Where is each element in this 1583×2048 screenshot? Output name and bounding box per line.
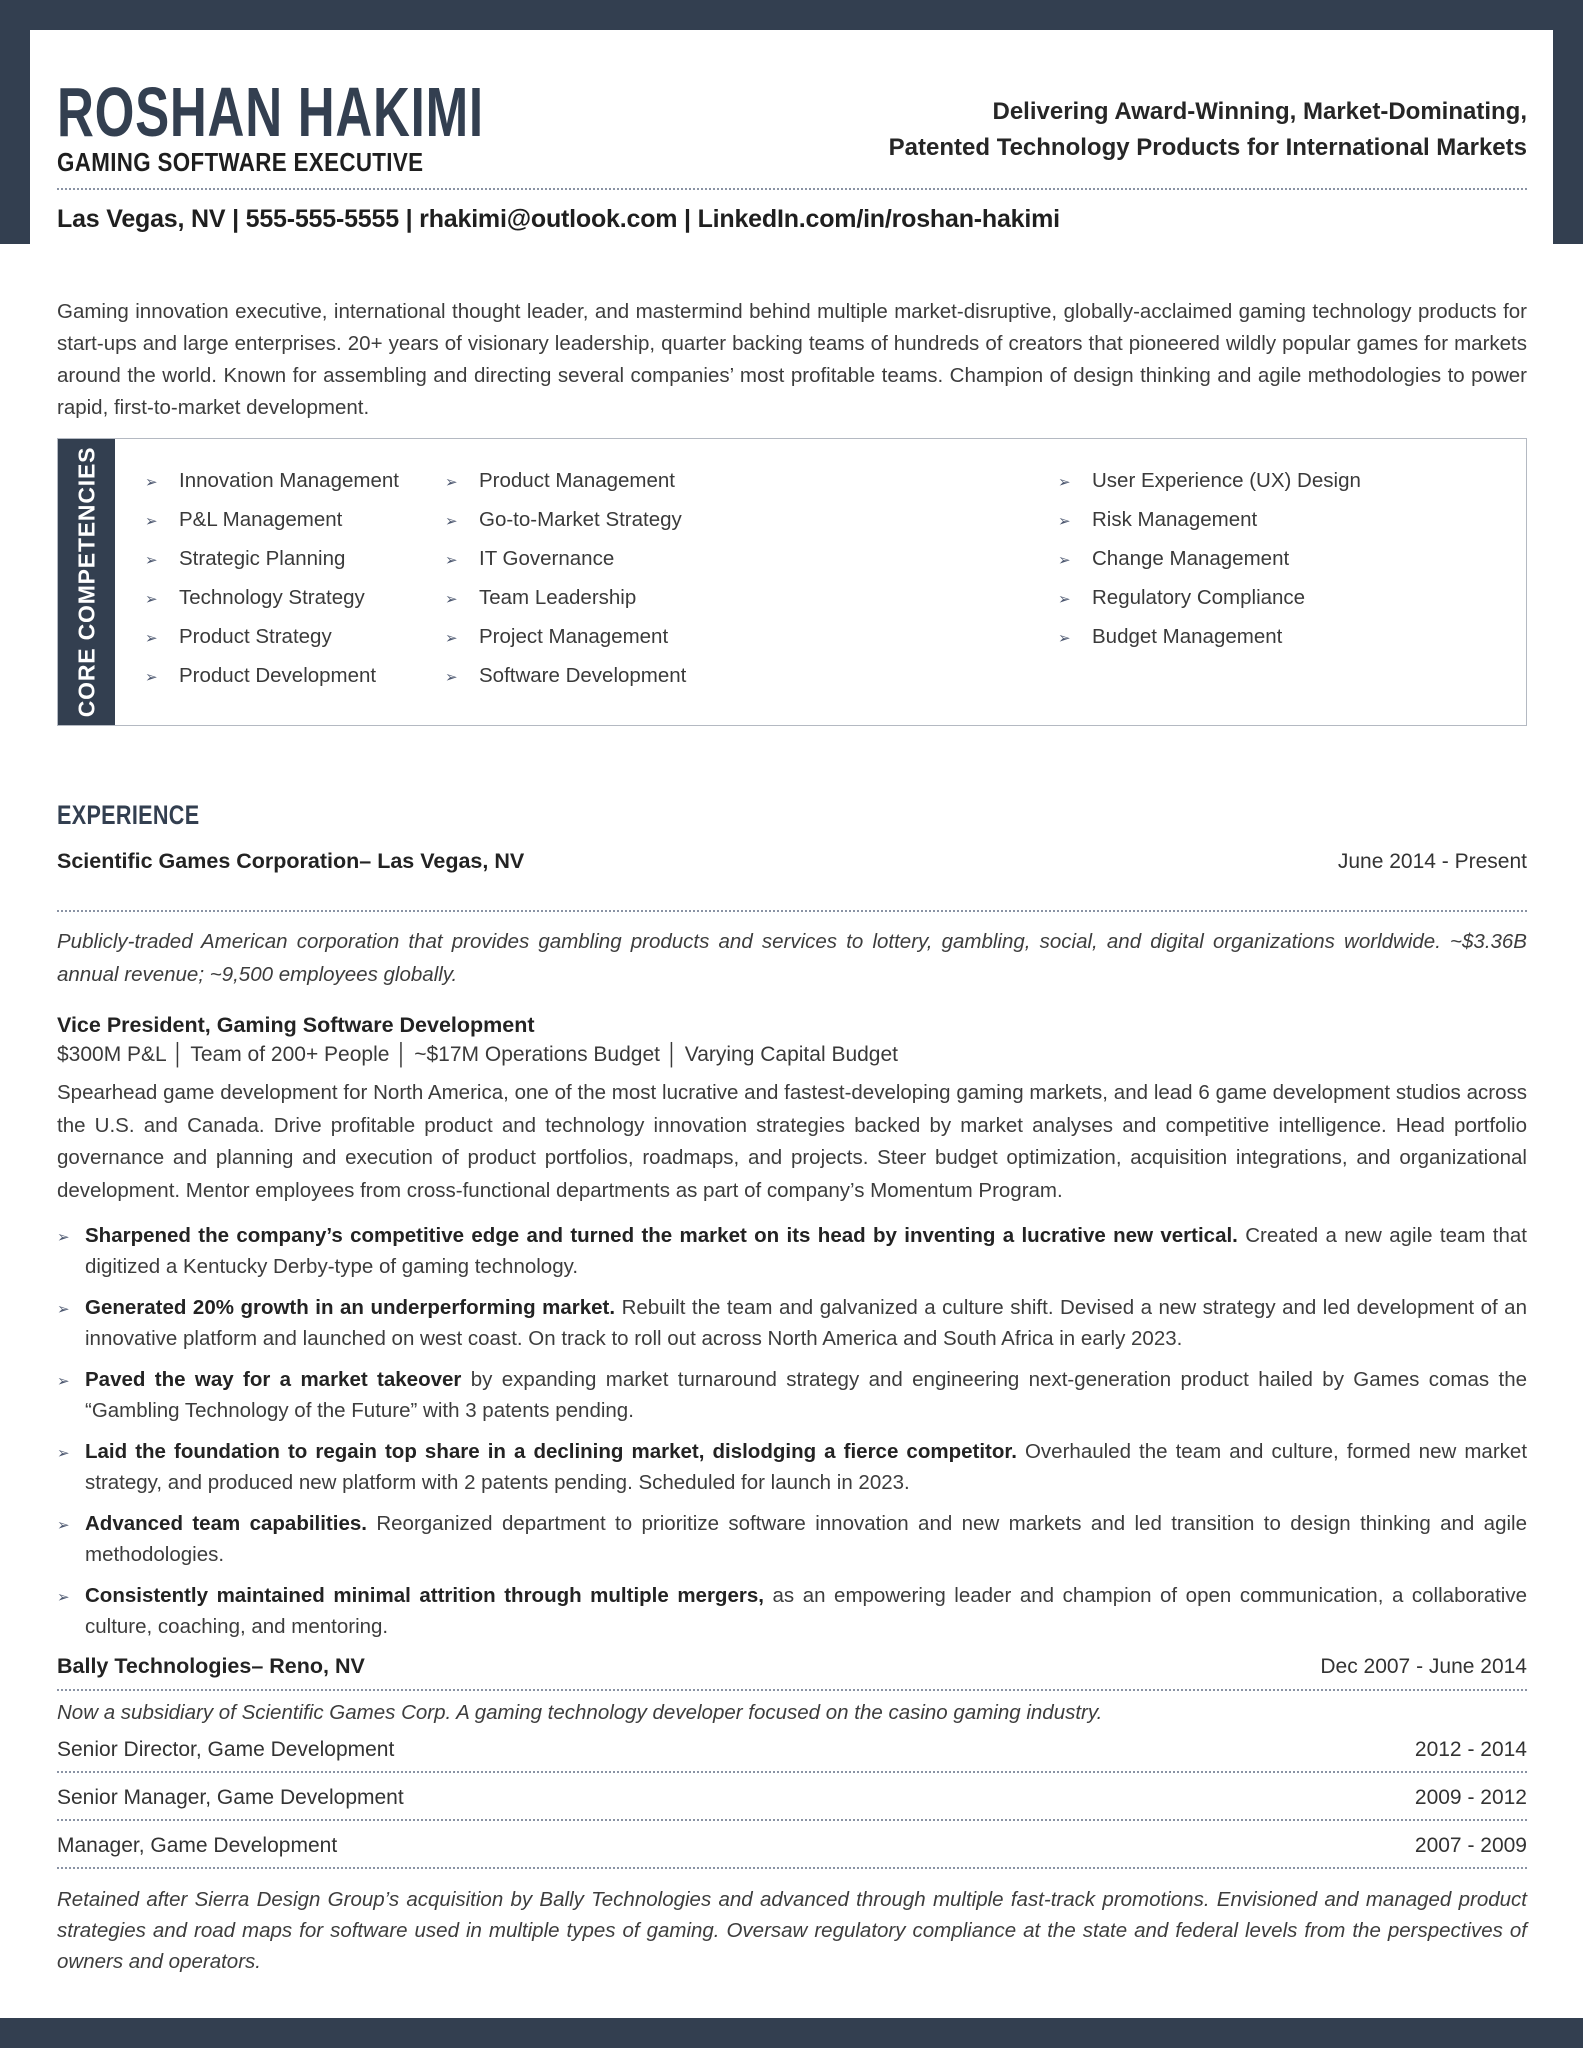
arrow-bullet-icon: ➢ [57,1445,70,1463]
job-1-role-overview: Spearhead game development for North America, one of the most lucrative and fastest-developing gaming markets, and lead 6 game development studios across the U.S. and Canada. Drive profitable product and technology innovation strategies backed by market analyses and competitive intelligence. Head portfolio governance and planning and execution of product portfolios, roadmaps, and projects. Steer budget optimization, acquisition integrations, and organizational development. Mentor employees from cross-functional departments as part of company’s Momentum Program. [57,1081,1527,1202]
arrow-bullet-icon: ➢ [57,1301,70,1319]
competency-item: ➢ P&L Management [145,508,343,532]
achievement-item: ➢ Sharpened the company’s competitive edge and turned the market on its head by inventing a lucrative new vertical. Created a new agile team that digitized a Kentucky Derby-type of gaming technology. [57,1224,1527,1279]
job-2-company-description: Now a subsidiary of Scientific Games Corp. A gaming technology developer focused on the casino gaming industry. [57,1701,1103,1725]
arrow-bullet-icon: ➢ [445,474,458,492]
arrow-bullet-icon: ➢ [1058,591,1071,609]
position-dates: 2009 - 2012 [1414,1786,1527,1810]
job-1-achievements [57,1220,1527,1642]
competency-item: ➢ Innovation Management [145,469,399,493]
arrow-bullet-icon: ➢ [1058,474,1071,492]
job-2-company: Bally Technologies– Reno, NV [57,1654,365,1679]
job-1-role-scope: $300M P&L │ Team of 200+ People │ ~$17M Operations Budget │ Varying Capital Budget [57,1043,899,1067]
arrow-bullet-icon: ➢ [1058,630,1071,648]
job-2-closing-summary: Retained after Sierra Design Group’s acquisition by Bally Technologies and advanced through multiple fast-track promotions. Envisioned and managed product strategies and road maps for software used in multiple types of gaming. Oversaw regulatory compliance at the state and federal levels from the perspectives of owners and operators. [57,1888,1527,1974]
competency-item: ➢ Project Management [445,625,669,649]
contact-line: Las Vegas, NV | 555-555-5555 | rhakimi@outlook.com | LinkedIn.com/in/roshan-hakimi [57,205,1060,234]
arrow-bullet-icon: ➢ [145,591,158,609]
competency-item: ➢ Team Leadership [445,586,637,610]
arrow-bullet-icon: ➢ [1058,552,1071,570]
core-competencies-box [57,438,1527,726]
arrow-bullet-icon: ➢ [445,513,458,531]
achievement-item: ➢ Paved the way for a market takeover by expanding market turnaround strategy and engineering next-generation product hailed by Games comas the “Gambling Technology of the Future” with 3 patents pending. [57,1368,1527,1423]
job-1-company: Scientific Games Corporation– Las Vegas, NV [57,849,525,874]
core-competencies-label: CORE COMPETENCIES [58,439,115,725]
job-2-dates: Dec 2007 - June 2014 [1320,1655,1527,1679]
competency-column-2 [443,469,1056,701]
arrow-bullet-icon: ➢ [145,669,158,687]
competency-item: ➢ Budget Management [1058,625,1283,649]
experience-section-heading: EXPERIENCE [57,800,200,831]
job-2-position-row [57,1821,1527,1869]
arrow-bullet-icon: ➢ [445,552,458,570]
position-title: Senior Director, Game Development [57,1738,395,1762]
right-border-band [1553,30,1583,244]
job-2-position-row [57,1773,1527,1821]
competency-column-1 [143,469,443,701]
tagline-line-1: Delivering Award-Winning, Market-Dominating, [992,98,1527,125]
job-1-role-title: Vice President, Gaming Software Development [57,1013,535,1038]
name-block [57,73,642,178]
arrow-bullet-icon: ➢ [57,1373,70,1391]
arrow-bullet-icon: ➢ [145,513,158,531]
competency-item: ➢ Product Strategy [145,625,332,649]
competency-item: ➢ Software Development [445,664,687,688]
arrow-bullet-icon: ➢ [445,591,458,609]
arrow-bullet-icon: ➢ [445,630,458,648]
competency-item: ➢ Product Development [145,664,377,688]
position-title: Senior Manager, Game Development [57,1786,404,1810]
header [57,73,1527,178]
tagline [889,94,1527,166]
position-title: Manager, Game Development [57,1834,338,1858]
job-2-header [57,1654,1527,1691]
tagline-line-2: Patented Technology Products for International Markets [888,134,1527,161]
achievement-item: ➢ Consistently maintained minimal attrition through multiple mergers, as an empowering leader and champion of open communication, a collaborative culture, coaching, and mentoring. [57,1584,1527,1639]
arrow-bullet-icon: ➢ [445,669,458,687]
left-border-band [0,30,30,244]
job-2-position-row [57,1725,1527,1773]
candidate-title: GAMING SOFTWARE EXECUTIVE [57,147,424,178]
arrow-bullet-icon: ➢ [57,1229,70,1247]
achievement-item: ➢ Generated 20% growth in an underperforming market. Rebuilt the team and galvanized a culture shift. Devised a new strategy and led development of an innovative platform and launched on west coast. On track to roll out across North America and South Africa in early 2023. [57,1296,1527,1351]
job-1-divider [57,910,1527,912]
arrow-bullet-icon: ➢ [57,1517,70,1535]
arrow-bullet-icon: ➢ [145,630,158,648]
competency-item: ➢ IT Governance [445,547,615,571]
bottom-border-band [0,2018,1583,2048]
job-1-company-description: Publicly-traded American corporation that provides gambling products and services to lottery, gambling, social, and digital organizations worldwide. ~$3.36B annual revenue; ~9,500 employees globally. [57,930,1527,987]
achievement-item: ➢ Advanced team capabilities. Reorganized department to prioritize software innovation and new markets and led transition to design thinking and agile methodologies. [57,1512,1527,1567]
competency-item: ➢ Regulatory Compliance [1058,586,1306,610]
competency-item: ➢ Strategic Planning [145,547,346,571]
job-1-header [57,849,1527,874]
competency-item: ➢ Product Management [445,469,676,493]
competency-item: ➢ Risk Management [1058,508,1258,532]
competency-item: ➢ Go-to-Market Strategy [445,508,682,532]
arrow-bullet-icon: ➢ [145,552,158,570]
job-1-dates: June 2014 - Present [1337,850,1527,874]
candidate-name: ROSHAN HAKIMI [57,73,484,151]
top-border-band [0,0,1583,30]
competency-item: ➢ User Experience (UX) Design [1058,469,1361,493]
arrow-bullet-icon: ➢ [145,474,158,492]
competency-item: ➢ Change Management [1058,547,1290,571]
header-divider [57,188,1527,190]
resume-content [57,30,1527,1977]
competency-item: ➢ Technology Strategy [145,586,365,610]
arrow-bullet-icon: ➢ [1058,513,1071,531]
position-dates: 2012 - 2014 [1414,1738,1527,1762]
professional-summary: Gaming innovation executive, international thought leader, and mastermind behind multiple market-disruptive, globally-acclaimed gaming technology products for start-ups and large enterprises. 20+ years of visionary leadership, quarter backing teams of hundreds of creators that pioneered wildly popular games for markets around the world. Known for assembling and directing several companies’ most profitable teams. Champion of design thinking and agile methodologies to power rapid, first-to-market development. [57,300,1527,420]
achievement-item: ➢ Laid the foundation to regain top share in a declining market, dislodging a fierce competitor. Overhauled the team and culture, formed new market strategy, and produced new platform with 2 patents pending. Scheduled for launch in 2023. [57,1440,1528,1495]
arrow-bullet-icon: ➢ [57,1589,70,1607]
position-dates: 2007 - 2009 [1414,1834,1527,1858]
competency-column-3 [1056,469,1516,701]
competency-columns [115,439,1526,725]
